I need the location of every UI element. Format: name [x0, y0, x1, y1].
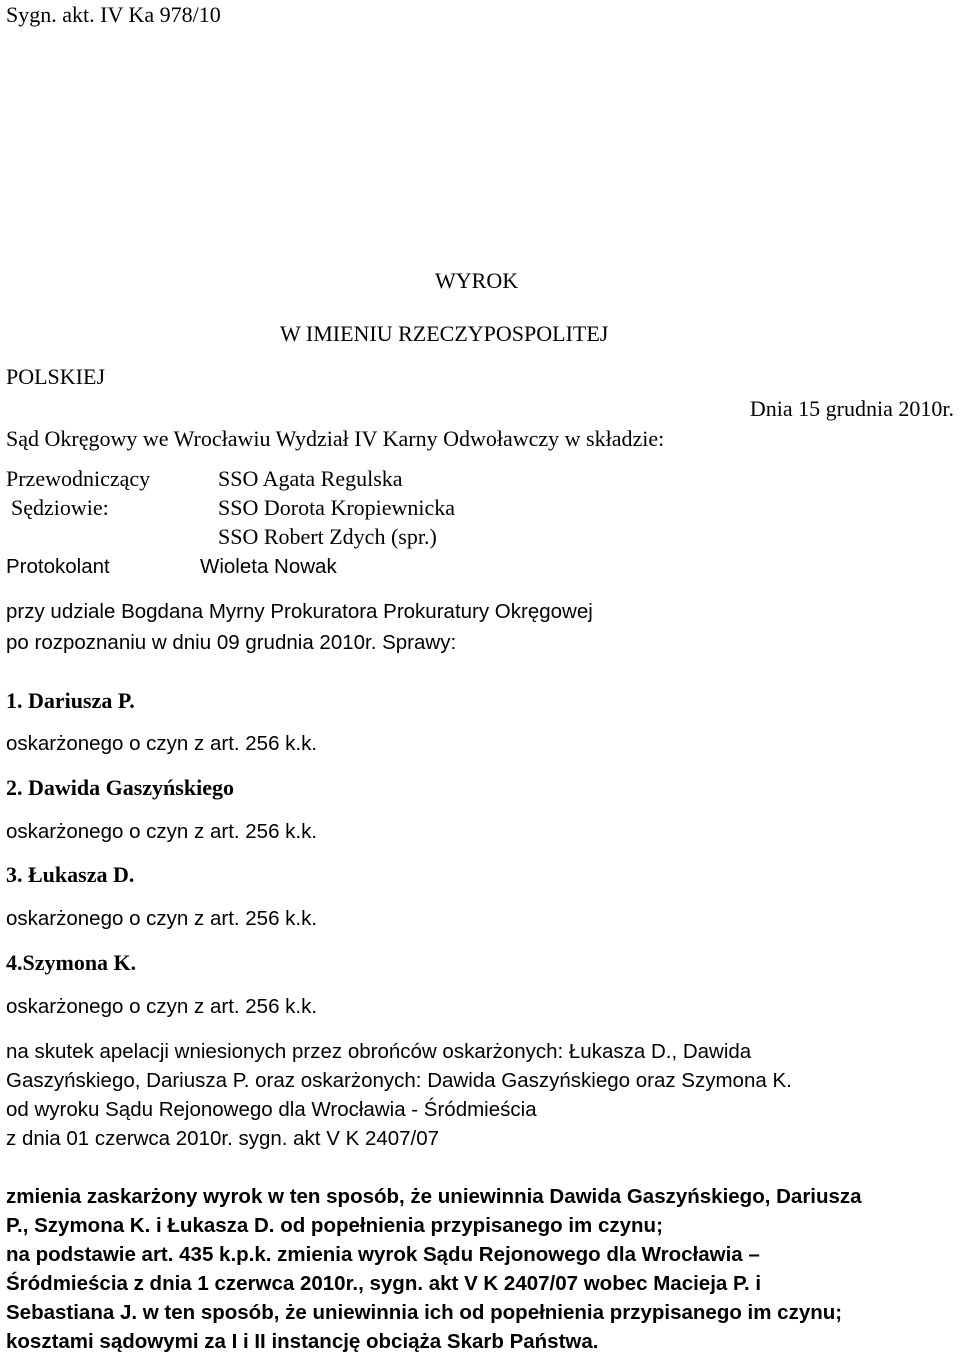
presiding-judge: SSO Agata Regulska	[218, 466, 403, 491]
ruling-line: Śródmieścia z dnia 1 czerwca 2010r., sygn. akt V K 2407/07 wobec Macieja P. i	[6, 1272, 762, 1295]
ruling-line: na podstawie art. 435 k.p.k. zmienia wyrok Sądu Rejonowego dla Wrocławia –	[6, 1243, 760, 1266]
defendant-1-name: 1. Dariusza P.	[6, 688, 135, 713]
presiding-label: Przewodniczący	[6, 466, 151, 491]
judge-1: SSO Dorota Kropiewnicka	[218, 495, 456, 520]
ruling-line: zmienia zaskarżony wyrok w ten sposób, że uniewinnia Dawida Gaszyńskiego, Dariusza	[6, 1185, 862, 1208]
defendant-3-charge: oskarżonego o czyn z art. 256 k.k.	[6, 907, 318, 930]
judges-label: Sędziowie:	[11, 495, 109, 520]
defendant-3-name: 3. Łukasza D.	[6, 862, 135, 887]
appeal-line: z dnia 01 czerwca 2010r. sygn. akt V K 2407/07	[6, 1127, 440, 1150]
judgment-subtitle: W IMIENIU RZECZYPOSPOLITEJ	[280, 321, 609, 346]
defendant-2-charge: oskarżonego o czyn z art. 256 k.k.	[6, 820, 318, 843]
court-composition-intro: Sąd Okręgowy we Wrocławiu Wydział IV Karny Odwoławczy w składzie:	[6, 426, 665, 451]
ruling-line: kosztami sądowymi za I i II instancję obciąża Skarb Państwa.	[6, 1330, 599, 1353]
defendant-2-name: 2. Dawida Gaszyńskiego	[6, 775, 234, 800]
clerk-label: Protokolant	[6, 555, 110, 578]
appeal-line: od wyroku Sądu Rejonowego dla Wrocławia - Śródmieścia	[6, 1098, 537, 1121]
defendant-1-charge: oskarżonego o czyn z art. 256 k.k.	[6, 732, 318, 755]
judgment-subtitle-cont: POLSKIEJ	[6, 364, 106, 389]
hearing-info: po rozpoznaniu w dniu 09 grudnia 2010r. Sprawy:	[6, 631, 457, 654]
clerk-name: Wioleta Nowak	[200, 555, 337, 578]
ruling-line: P., Szymona K. i Łukasza D. od popełnienia przypisanego im czynu;	[6, 1214, 663, 1237]
case-signature: Sygn. akt. IV Ka 978/10	[6, 2, 221, 27]
defendant-4-charge: oskarżonego o czyn z art. 256 k.k.	[6, 995, 318, 1018]
judgment-date: Dnia 15 grudnia 2010r.	[749, 396, 954, 421]
prosecutor-participation: przy udziale Bogdana Myrny Prokuratora Prokuratury Okręgowej	[6, 600, 593, 623]
judge-2: SSO Robert Zdych (spr.)	[218, 524, 437, 549]
defendant-4-name: 4.Szymona K.	[6, 950, 137, 975]
ruling-line: Sebastiana J. w ten sposób, że uniewinnia ich od popełnienia przypisanego im czynu;	[6, 1301, 843, 1324]
appeal-line: na skutek apelacji wniesionych przez obrońców oskarżonych: Łukasza D., Dawida	[6, 1040, 752, 1063]
judgment-title: WYROK	[435, 268, 519, 293]
appeal-line: Gaszyńskiego, Dariusza P. oraz oskarżonych: Dawida Gaszyńskiego oraz Szymona K.	[6, 1069, 792, 1092]
